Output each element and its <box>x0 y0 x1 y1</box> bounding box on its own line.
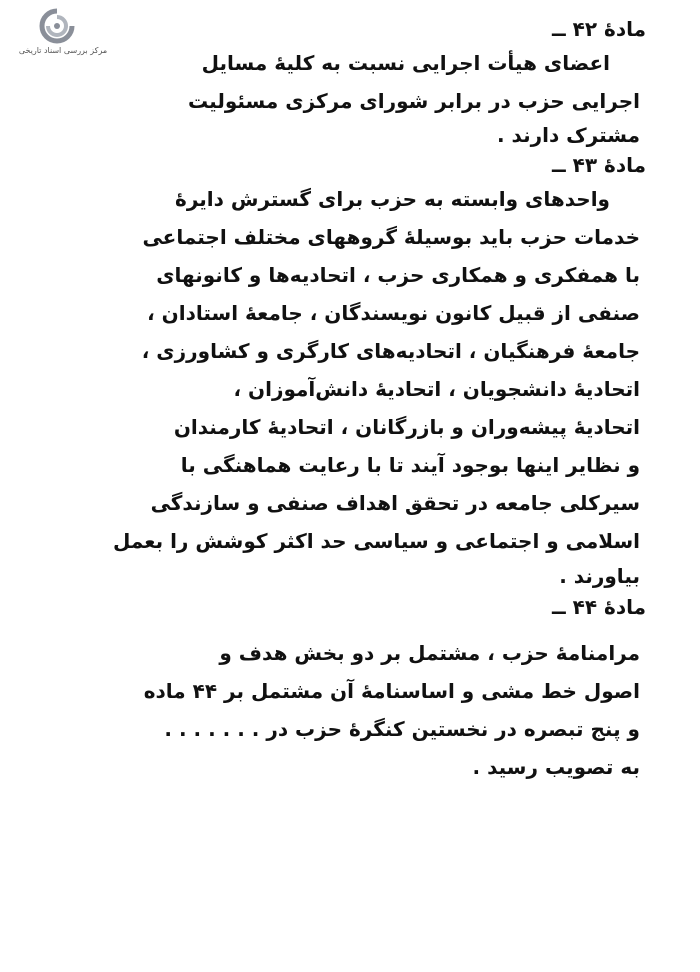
paragraph-line: اتحادیهٔ پیشه‌وران و بازرگانان ، اتحادیهٔ کارمندان <box>173 415 640 439</box>
paragraph-line: اعضای هیأت اجرایی نسبت به کلیهٔ مسایل <box>201 51 610 75</box>
article-44 <box>80 592 646 786</box>
article-heading: مادهٔ ۴۲ ــ <box>552 17 646 41</box>
paragraph-line: اصول خط مشی و اساسنامهٔ آن مشتمل بر ۴۴ ماده <box>143 679 640 703</box>
article-heading: مادهٔ ۴۳ ــ <box>552 153 646 177</box>
paragraph-line: اسلامی و اجتماعی و سیاسی حد اکثر کوشش را بعمل <box>113 529 640 553</box>
paragraph-line: و پنج تبصره در نخستین کنگرهٔ حزب در . . . . . . . <box>164 717 640 741</box>
paragraph-line: بیاورند . <box>559 564 640 588</box>
archive-center-logo-icon <box>36 8 78 44</box>
paragraph-line: جامعهٔ فرهنگیان ، اتحادیه‌های کارگری و کشاورزی ، <box>141 339 640 363</box>
paragraph-line: اتحادیهٔ دانشجویان ، اتحادیهٔ دانش‌آموزان ، <box>233 377 640 401</box>
paragraph-line: سیرکلی جامعه در تحقق اهداف صنفی و سازندگی <box>150 491 640 515</box>
document-page <box>80 14 646 786</box>
paragraph-line: خدمات حزب باید بوسیلهٔ گروههای مختلف اجتماعی <box>142 225 640 249</box>
logo-caption: مرکز بررسی اسناد تاریخی <box>18 46 108 55</box>
paragraph-line: اجرایی حزب در برابر شورای مرکزی مسئولیت <box>188 89 640 113</box>
paragraph-line: مشترک دارند . <box>496 123 640 147</box>
paragraph-line: صنفی از قبیل کانون نویسندگان ، جامعهٔ استادان ، <box>147 301 640 325</box>
article-heading: مادهٔ ۴۴ ــ <box>552 595 646 619</box>
paragraph-line: واحدهای وابسته به حزب برای گسترش دایرهٔ <box>175 187 610 211</box>
article-42 <box>80 14 646 150</box>
paragraph-line: و نظایر اینها بوجود آیند تا با رعایت هماهنگی با <box>180 453 640 477</box>
article-43 <box>80 150 646 592</box>
paragraph-line: مرامنامهٔ حزب ، مشتمل بر دو بخش هدف و <box>219 641 640 665</box>
paragraph-line: به تصویب رسید . <box>472 755 640 779</box>
paragraph-line: با همفکری و همکاری حزب ، اتحادیه‌ها و کانونهای <box>156 263 640 287</box>
